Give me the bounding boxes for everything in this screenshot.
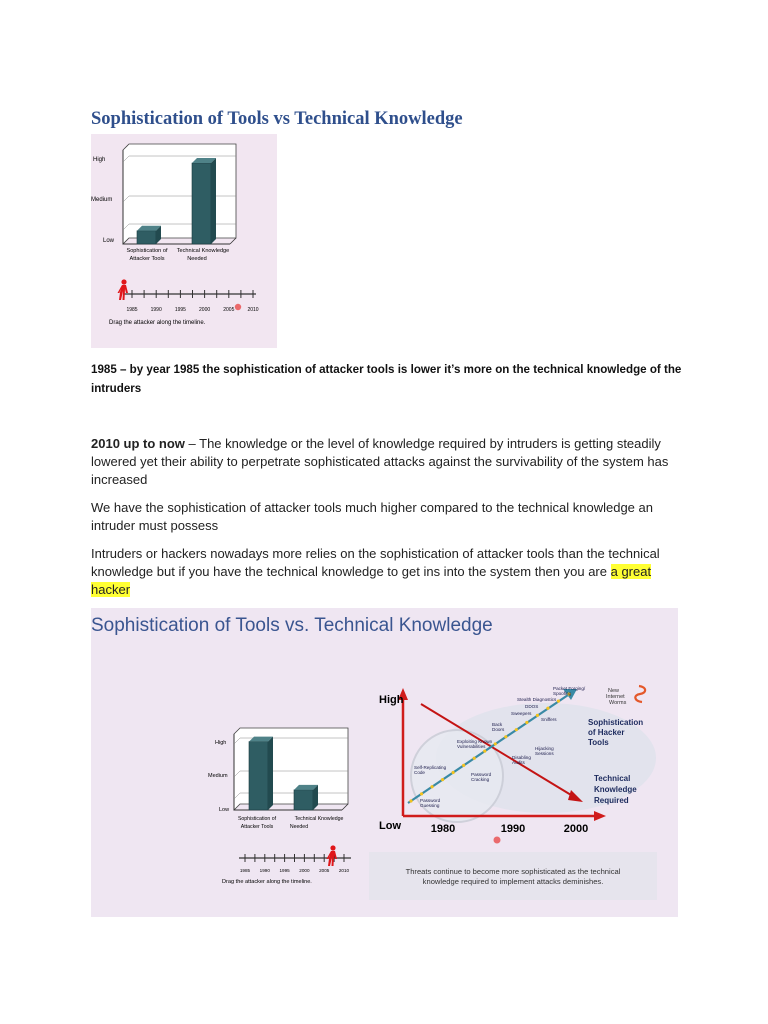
trend-annotation: Sweepers	[511, 711, 532, 716]
trend-annotation: Password	[420, 798, 441, 803]
worm-icon	[635, 686, 645, 702]
bar-label-tools-2: Attacker Tools	[129, 256, 165, 262]
hacker-tools-label-1: Sophistication	[588, 718, 644, 727]
timeline-year-1985: 1985	[126, 307, 138, 313]
trend-dot	[483, 749, 486, 752]
trend-caption-1: Threats continue to become more sophisticated as the technical	[405, 867, 621, 876]
section-heading: Sophistication of Tools vs Technical Knowledge	[91, 109, 463, 129]
figure-1985-chart	[91, 134, 277, 348]
small-attacker-figure-icon[interactable]	[327, 845, 338, 866]
bar-label-knowledge-1: Technical Knowledge	[176, 248, 230, 254]
tech-knowledge-label-1: Technical	[594, 774, 631, 783]
trend-annotation: Back	[492, 722, 503, 727]
trend-y-low: Low	[379, 820, 401, 832]
paragraph-2010-text: – The knowledge or the level of knowledge required by intruders is getting steadily lowered yet their ability to perpetrate sophisticated attacks against the survivability of the system has increased	[91, 436, 669, 487]
trend-dot	[462, 764, 465, 767]
trend-annotation: Vulnerabilities	[457, 744, 486, 750]
trend-chart	[369, 686, 657, 900]
trend-dot	[525, 721, 528, 724]
trend-dot	[557, 700, 560, 703]
trend-annotation: Code	[414, 770, 425, 776]
bar-fig2-1	[294, 790, 313, 810]
bar-label-tools-1: Sophistication of	[126, 248, 168, 254]
timeline-year-1995: 1995	[279, 868, 290, 873]
bar-side-fig1-1	[211, 158, 216, 244]
trend-dot	[504, 735, 507, 738]
trend-annotation: Cracking	[471, 777, 490, 783]
new-worms-label-1: New	[608, 688, 620, 694]
timeline-year-1985: 1985	[239, 868, 251, 873]
small-bar-label-tools-1: Sophistication of	[237, 816, 277, 822]
trend-annotation: Doors	[492, 727, 505, 733]
timeline-marker-icon	[235, 304, 241, 310]
hacker-tools-label-3: Tools	[588, 738, 609, 747]
timeline-year-1990: 1990	[259, 868, 270, 873]
trend-annotation: Audits	[512, 760, 525, 766]
trend-annotation: Sessions	[535, 751, 554, 757]
trend-annotation: Spoofing	[553, 691, 572, 697]
tech-knowledge-label-3: Required	[594, 796, 629, 805]
paragraph-2010-lead: 2010 up to now	[91, 436, 185, 451]
trend-x-label-1990: 1990	[500, 823, 526, 835]
attacker-figure-icon[interactable]	[118, 279, 129, 300]
trend-dot	[409, 799, 412, 802]
small-y-medium: Medium	[208, 773, 228, 779]
y-level-high: High	[93, 157, 106, 163]
highlighted-text: a great hacker	[91, 564, 652, 597]
timeline-year-2010: 2010	[338, 868, 350, 873]
trend-dot	[473, 757, 476, 760]
new-worms-label-2: Internet	[606, 694, 625, 700]
timeline-caption: Drag the attacker along the timeline.	[109, 320, 206, 326]
trend-annotation: Stealth Diagnostics	[517, 697, 557, 702]
timeline-year-2000: 2000	[199, 307, 211, 313]
bar-fig1-0	[137, 231, 156, 244]
slide-title: Sophistication of Tools vs. Technical Knowledge	[91, 615, 493, 636]
trend-caption-2: knowledge required to implement attacks deminishes.	[422, 877, 604, 886]
paragraph-1985: 1985 – by year 1985 the sophistication of attacker tools is lower it’s more on the technical knowledge of the intruders	[91, 363, 682, 395]
trend-x-label-1980: 1980	[430, 823, 456, 835]
trend-dot	[441, 778, 444, 781]
trend-annotation: Sniffers	[541, 717, 557, 722]
trend-dot	[546, 707, 549, 710]
small-y-low: Low	[219, 807, 230, 813]
hacker-tools-label-2: of Hacker	[588, 728, 625, 737]
trend-dot	[420, 792, 423, 795]
trend-annotation: Guessing	[420, 803, 440, 809]
timeline-year-2000: 2000	[299, 868, 310, 873]
new-worms-label-3: Worms	[609, 700, 627, 706]
y-level-medium: Medium	[91, 197, 113, 203]
trend-marker-icon	[494, 837, 501, 844]
trend-annotation: DDOS	[525, 704, 539, 709]
bar-label-knowledge-2: Needed	[187, 256, 207, 262]
paragraph-hackers-text: Intruders or hackers nowadays more relies on the sophistication of attacker tools than the technical knowledge but if you have the technical knowledge to get ins into the system then you are	[91, 546, 660, 579]
small-bar-label-knowledge-1: Technical Knowledge	[294, 816, 344, 822]
timeline-year-2005: 2005	[319, 868, 330, 873]
trend-annotation: Packet Forging/	[553, 686, 586, 691]
trend-annotation: Disabling	[512, 755, 531, 760]
small-bar-chart	[208, 728, 351, 885]
trend-dot	[515, 728, 518, 731]
paragraph-2010	[91, 435, 691, 489]
tech-knowledge-label-2: Knowledge	[594, 785, 637, 794]
bar-fig1-1	[192, 163, 211, 244]
small-bar-label-tools-2: Attacker Tools	[240, 824, 274, 830]
small-y-high: High	[215, 740, 227, 746]
timeline-year-2010: 2010	[247, 307, 259, 313]
trend-annotation: Exploiting Known	[457, 739, 493, 744]
trend-dot	[430, 785, 433, 788]
figure-sophistication-slide	[91, 608, 678, 917]
timeline-year-1990: 1990	[150, 307, 162, 313]
small-timeline-caption: Drag the attacker along the timeline.	[222, 879, 312, 885]
bar-fig2-0	[249, 742, 268, 810]
trend-dot	[494, 742, 497, 745]
paragraph-hackers	[91, 545, 691, 599]
y-level-low: Low	[103, 238, 115, 244]
trend-annotation: Hijacking	[535, 746, 554, 751]
timeline-year-1995: 1995	[174, 307, 186, 313]
paragraph-tools-higher: We have the sophistication of attacker tools much higher compared to the technical knowledge an intruder must possess	[91, 500, 653, 533]
bar-side-fig2-0	[268, 737, 273, 810]
trend-annotation: Self-Replicating	[414, 765, 447, 770]
timeline-year-2005: 2005	[223, 307, 235, 313]
small-bar-label-knowledge-2: Needed	[289, 824, 309, 830]
trend-dot	[452, 771, 455, 774]
trend-dot	[536, 714, 539, 717]
slide-graphics	[91, 608, 678, 917]
bar-chart-1985	[91, 134, 277, 348]
trend-annotation: Password	[471, 772, 492, 777]
trend-x-label-2000: 2000	[563, 823, 589, 835]
trend-y-high: High	[379, 694, 404, 706]
